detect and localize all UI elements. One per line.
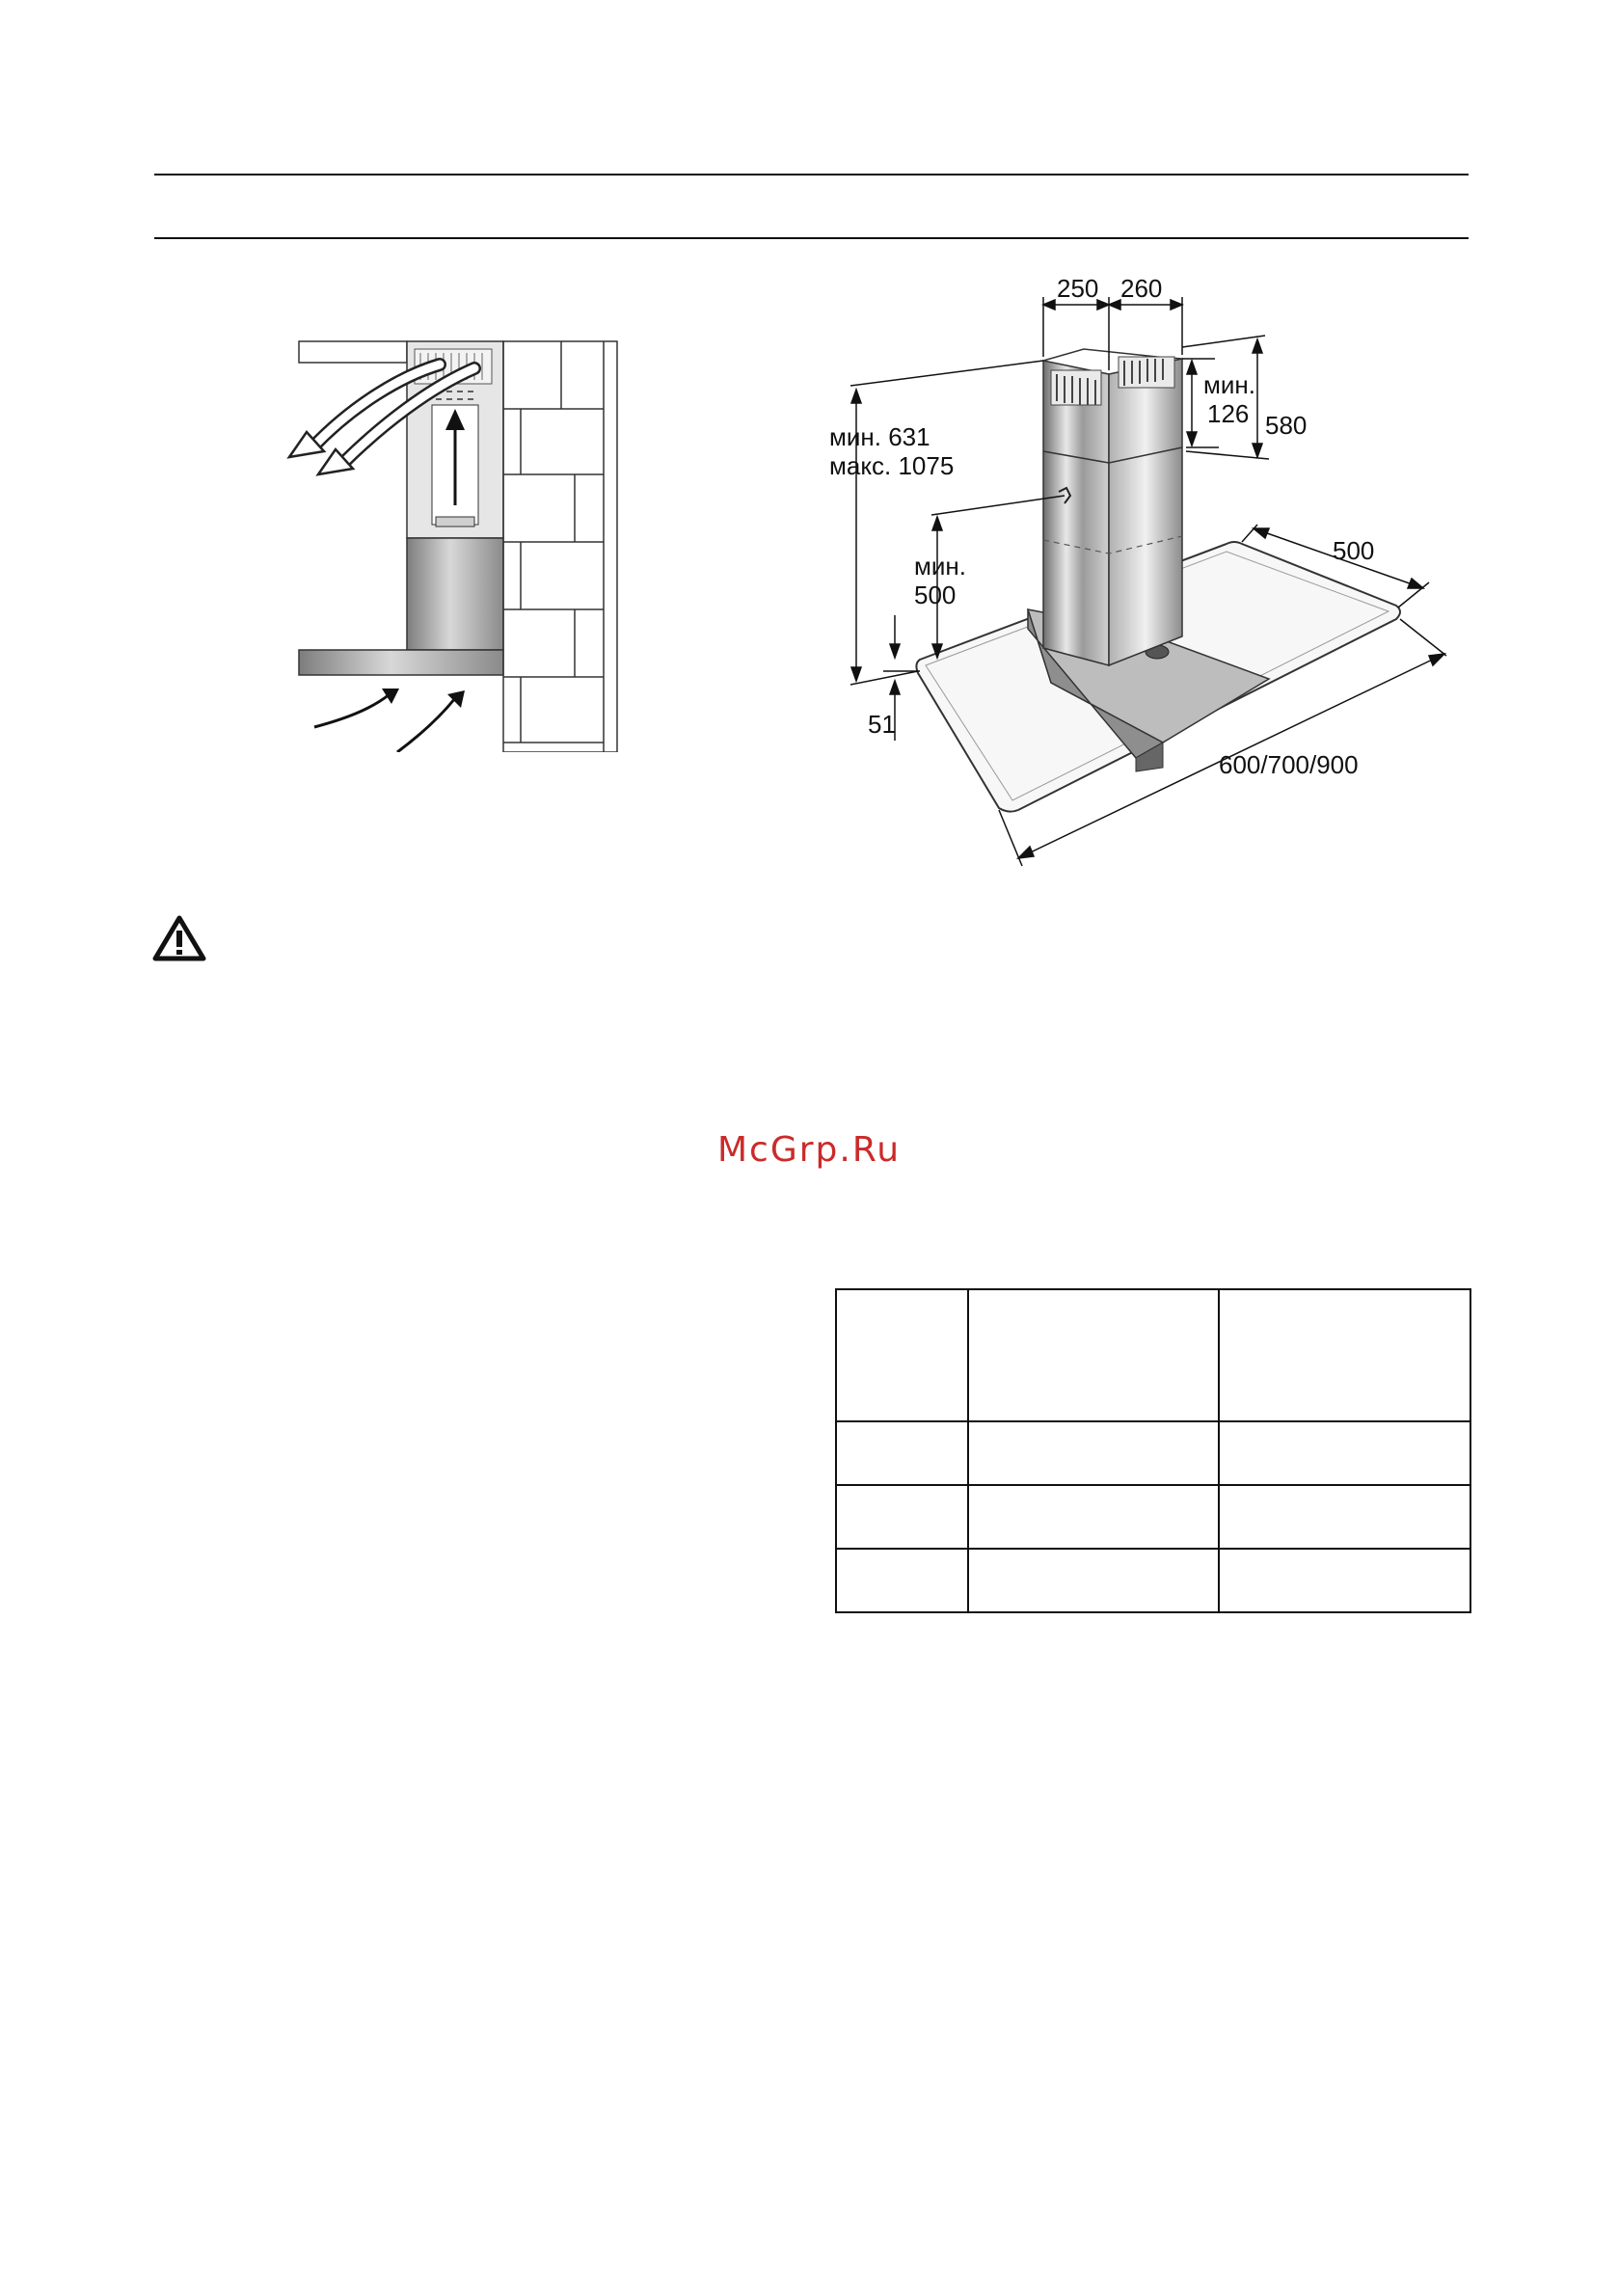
- dim-260-label: 260: [1120, 274, 1163, 303]
- table-cell: [836, 1485, 968, 1549]
- warning-triangle-icon: [152, 914, 206, 962]
- dim-min126-label-a: мин.: [1203, 370, 1255, 399]
- header-rule-bottom: [154, 237, 1469, 239]
- dim-width-label: 600/700/900: [1219, 750, 1359, 779]
- dim-51-label: 51: [868, 710, 896, 739]
- dim-min126-label-b: 126: [1207, 399, 1250, 428]
- data-table: [835, 1288, 1471, 1613]
- dim-500-label: 500: [1333, 536, 1375, 565]
- dim-min500-label-b: 500: [914, 581, 957, 609]
- dim-max1075-label: макс. 1075: [829, 451, 955, 480]
- watermark: McGrp.Ru: [716, 1130, 902, 1170]
- air-recirculation-diagram: [285, 328, 633, 752]
- table-cell: [836, 1549, 968, 1612]
- table-cell: [968, 1485, 1219, 1549]
- hood-dimension-drawing: [829, 268, 1495, 885]
- table-cell: [968, 1421, 1219, 1485]
- table-cell: [1219, 1485, 1470, 1549]
- table-cell: [836, 1421, 968, 1485]
- table-row: [836, 1421, 1470, 1485]
- dim-250-label: 250: [1057, 274, 1099, 303]
- intake-arrow-2: [397, 690, 465, 752]
- brick-wall: [503, 341, 617, 752]
- table-cell: [968, 1549, 1219, 1612]
- table-cell: [1219, 1549, 1470, 1612]
- hood-body: [299, 538, 503, 675]
- table-header-row: [836, 1289, 1470, 1421]
- table-row: [836, 1549, 1470, 1612]
- chimney: [1043, 349, 1182, 665]
- table-cell: [1219, 1289, 1470, 1421]
- table-cell: [968, 1289, 1219, 1421]
- intake-arrow-1: [314, 689, 399, 727]
- header-rule-top: [154, 174, 1469, 176]
- dim-min631-label: мин. 631: [829, 422, 930, 451]
- dim-min500-label-a: мин.: [914, 552, 966, 581]
- ceiling: [299, 341, 407, 363]
- table-cell: [836, 1289, 968, 1421]
- table-row: [836, 1485, 1470, 1549]
- table-cell: [1219, 1421, 1470, 1485]
- dim-580-label: 580: [1265, 411, 1308, 440]
